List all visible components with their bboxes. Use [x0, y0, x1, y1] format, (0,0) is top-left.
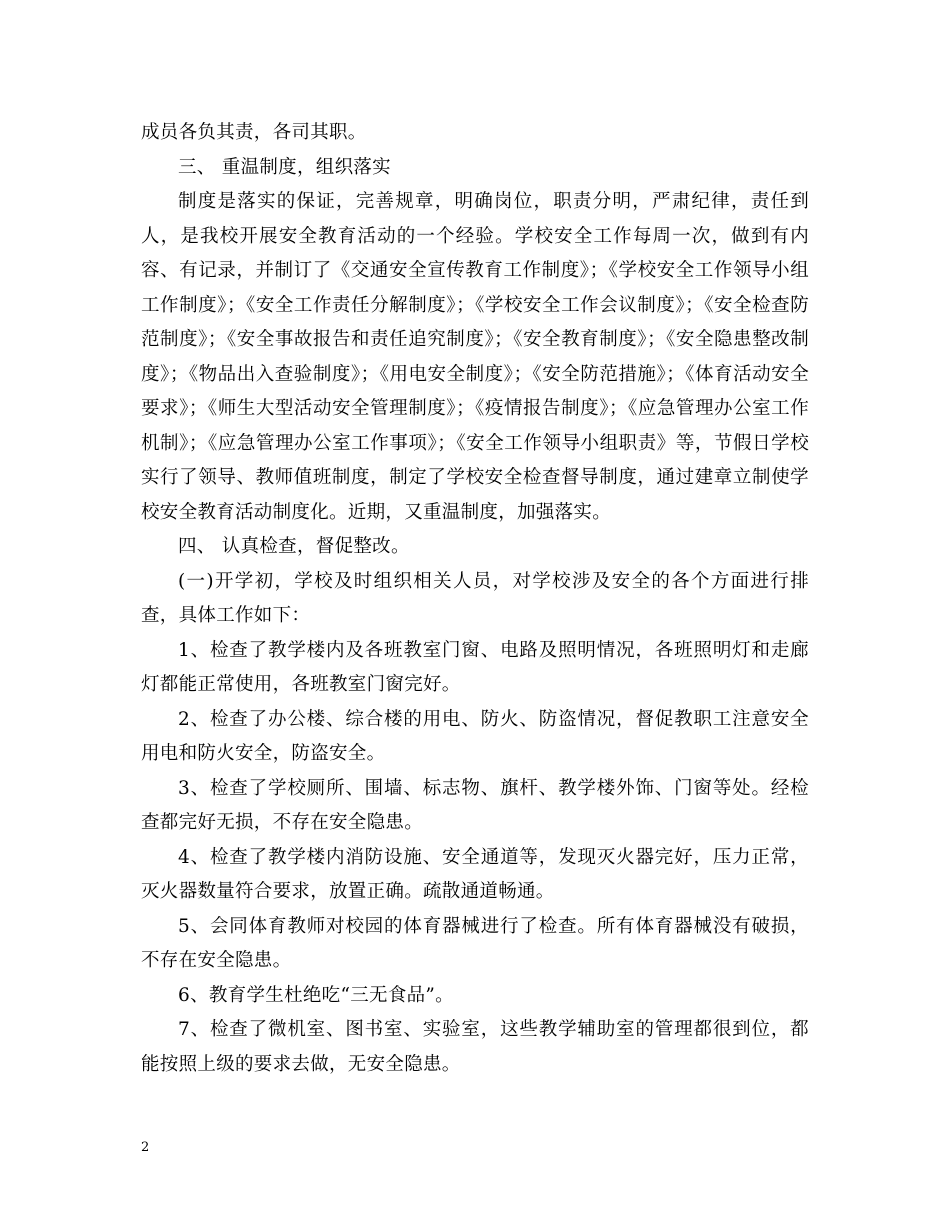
paragraph-continuation: 成员各负其责，各司其职。 [141, 122, 367, 143]
list-item: 1、检查了教学楼内及各班教室门窗、电路及照明情况，各班照明灯和走廊灯都能正常使用，各班教室门窗完好。 [141, 639, 809, 695]
list-item: 7、检查了微机室、图书室、实验室，这些教学辅助室的管理都很到位，都能按照上级的要求去做，无安全隐患。 [141, 1019, 809, 1075]
paragraph-inspection-intro: (一)开学初，学校及时组织相关人员，对学校涉及安全的各个方面进行排查，具体工作如下： [141, 570, 809, 626]
list-item: 4、检查了教学楼内消防设施、安全通道等，发现灭火器完好，压力正常，灭火器数量符合要求，放置正确。疏散通道畅通。 [141, 846, 809, 902]
list-item: 2、检查了办公楼、综合楼的用电、防火、防盗情况，督促教职工注意安全用电和防火安全，防盗安全。 [141, 708, 809, 764]
list-item: 3、检查了学校厕所、围墙、标志物、旗杆、教学楼外饰、门窗等处。经检查都完好无损，不存在安全隐患。 [141, 777, 809, 833]
document-body [141, 116, 809, 1082]
list-item: 5、会同体育教师对校园的体育器械进行了检查。所有体育器械没有破损，不存在安全隐患。 [141, 915, 809, 971]
section-heading-3: 三、 重温制度，组织落实 [178, 156, 391, 178]
list-item: 6、教育学生杜绝吃“三无食品”。 [178, 984, 454, 1006]
section-heading-4: 四、 认真检查，督促整改。 [178, 536, 410, 557]
page-number: 2 [141, 1140, 150, 1155]
paragraph-system: 制度是落实的保证，完善规章，明确岗位，职责分明，严肃纪律，责任到人，是我校开展安全教育活动的一个经验。学校安全工作每周一次，做到有内容、有记录，并制订了《交通安全宣传教育工作制度》；《学校安全工作领导小组工作制度》；《安全工作责任分解制度》；《学校安全工作会议制度》；《安全检查防范制度》；《安全事故报告和责任追究制度》；《安全教育制度》；《安全隐患整改制度》；《物品出入查验制度》；《用电安全制度》；《安全防范措施》；《体育活动安全要求》；《师生大型活动安全管理制度》；《疫情报告制度》；《应急管理办公室工作机制》；《应急管理办公室工作事项》；《安全工作领导小组职责》等，节假日学校实行了领导、教师值班制度，制定了学校安全检查督导制度，通过建章立制使学校安全教育活动制度化。近期，又重温制度，加强落实。 [141, 191, 809, 523]
